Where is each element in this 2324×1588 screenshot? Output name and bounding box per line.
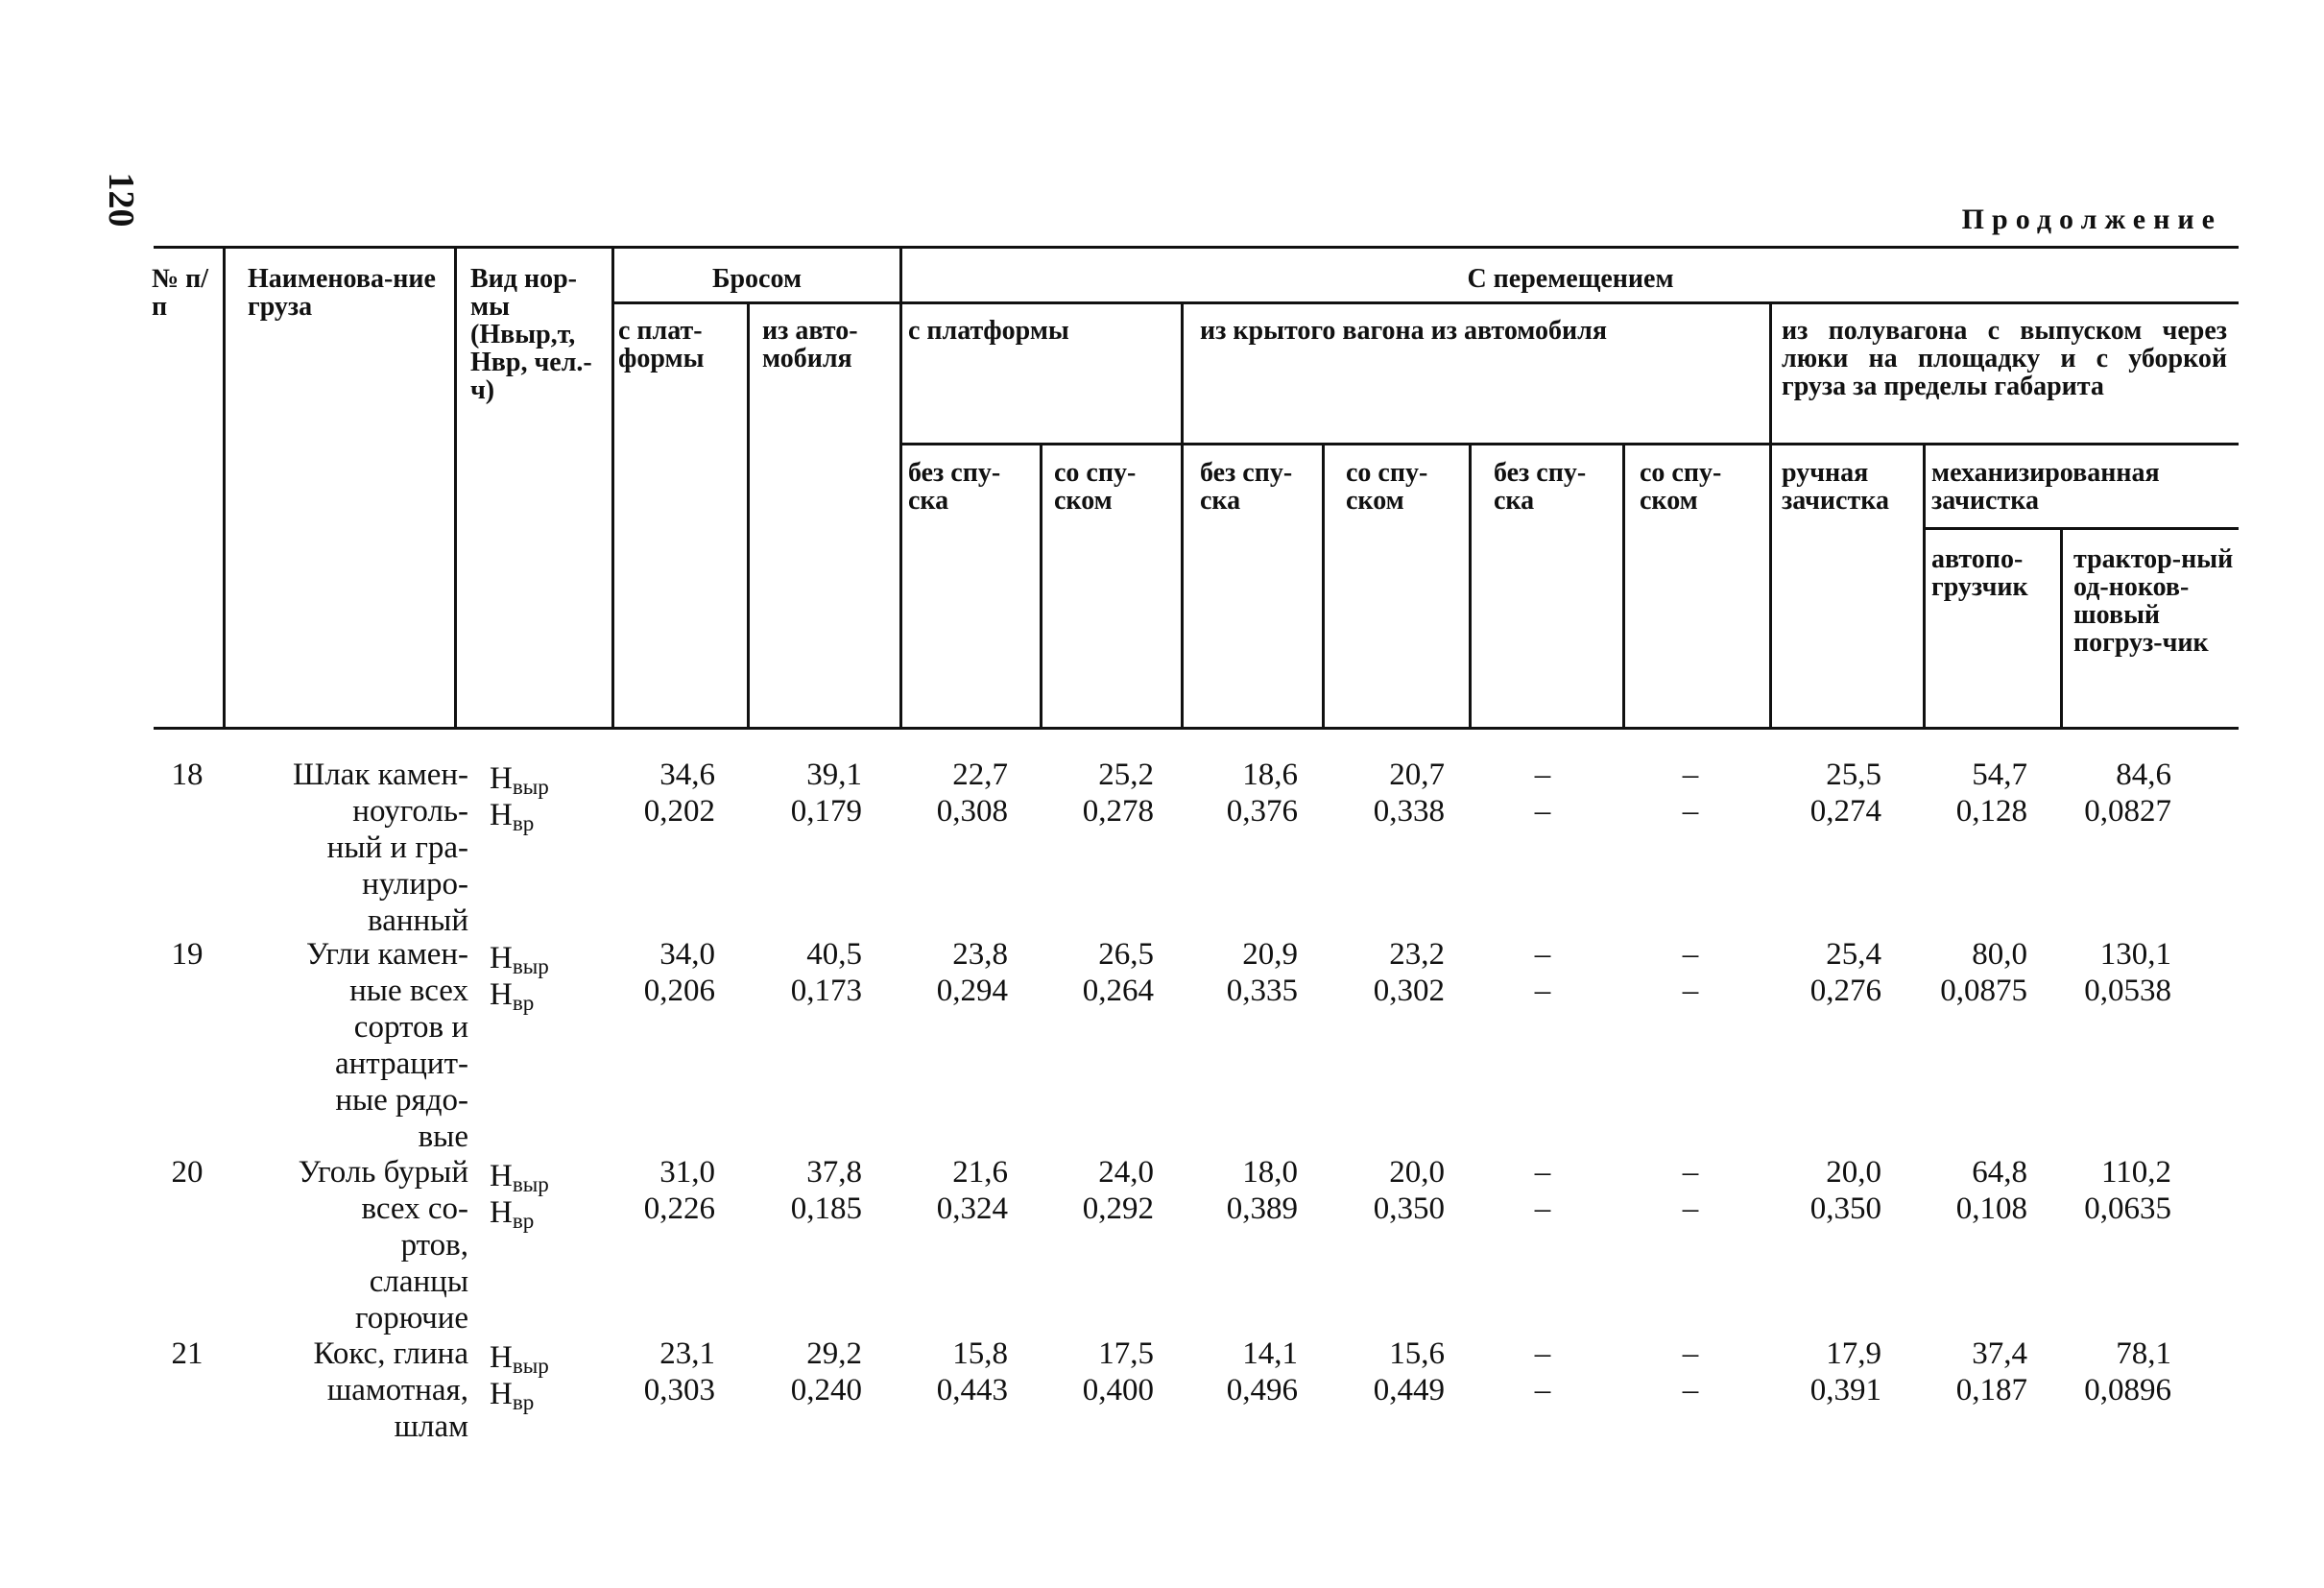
value-output: 20,0 — [1389, 1155, 1445, 1190]
value-time: 0,350 — [1809, 1191, 1881, 1226]
value-output: 25,5 — [1826, 758, 1881, 792]
value-time: 0,0875 — [1940, 974, 2027, 1008]
value-time: – — [1534, 1191, 1551, 1226]
value-time: 0,449 — [1373, 1373, 1445, 1408]
vrule-mech — [2060, 527, 2063, 727]
header-rule-3 — [1926, 527, 2239, 530]
value-time: – — [1682, 1373, 1699, 1408]
value-time: 0,0635 — [2084, 1191, 2171, 1226]
value-time: 0,338 — [1373, 794, 1445, 829]
cargo-name-lines: Кокс, глина шамотная, шлам — [313, 1336, 468, 1444]
header-name: Наименова-ние груза — [248, 264, 436, 322]
value-output: 64,8 — [1972, 1155, 2027, 1190]
header-rule-2 — [902, 443, 2239, 445]
header-norm: Вид нор-мы (Нвыр,т, Нвр, чел.-ч) — [470, 264, 592, 405]
value-output: 18,0 — [1242, 1155, 1298, 1190]
header-move-platform: с платформы — [908, 316, 1069, 346]
header-plat-no-descent: без спу-ска — [908, 458, 1001, 516]
value-time: 0,0538 — [2084, 974, 2171, 1008]
header-cov-with-descent: со спу-ском — [1346, 458, 1428, 516]
header-tractor-loader: трактор-ный од-ноков-шовый погруз-чик — [2073, 544, 2234, 658]
value-time: 0,443 — [936, 1373, 1008, 1408]
row-number: 19 — [171, 937, 204, 972]
norm-time-symbol: $Н_{вр}$ — [490, 1377, 535, 1414]
row-number: 20 — [171, 1155, 204, 1190]
value-time: 0,264 — [1082, 974, 1154, 1008]
table-top-rule — [154, 246, 2239, 249]
value-output: 37,8 — [806, 1155, 862, 1190]
page-number: 120 — [101, 172, 141, 228]
header-auto-no-descent: без спу-ска — [1494, 458, 1587, 516]
value-time: 0,302 — [1373, 974, 1445, 1008]
value-time: 0,294 — [936, 974, 1008, 1008]
header-plat-with-descent: со спу-ском — [1054, 458, 1137, 516]
value-output: 23,1 — [659, 1336, 715, 1371]
value-output: 26,5 — [1098, 937, 1154, 972]
value-output: 78,1 — [2116, 1336, 2171, 1371]
value-time: 0,278 — [1082, 794, 1154, 829]
value-time: 0,240 — [790, 1373, 862, 1408]
value-output: 80,0 — [1972, 937, 2027, 972]
vrule-cov1 — [1322, 443, 1325, 727]
header-autoloader: автопо-грузчик — [1931, 544, 2028, 602]
vrule-manual — [1923, 443, 1926, 727]
value-output: – — [1682, 937, 1699, 972]
value-time: 0,276 — [1809, 974, 1881, 1008]
value-time: – — [1682, 794, 1699, 829]
norm-time-symbol: $Н_{вр}$ — [490, 977, 535, 1015]
value-output: 34,0 — [659, 937, 715, 972]
header-rule-1 — [614, 301, 2239, 304]
value-output: 21,6 — [952, 1155, 1008, 1190]
row-number: 18 — [171, 758, 204, 792]
value-time: 0,400 — [1082, 1373, 1154, 1408]
value-output: 25,4 — [1826, 937, 1881, 972]
header-move-gondola: из полувагона с выпуском через люки на площадку и с уборкой груза за пределы габарита — [1782, 316, 2227, 401]
value-output: 29,2 — [806, 1336, 862, 1371]
cargo-name-lines: Уголь бурый всех со- ртов, сланцы горючие — [298, 1155, 468, 1335]
value-output: – — [1682, 1336, 1699, 1371]
cargo-name-lines: Угли камен- ные всех сортов и антрацит- ные рядо- вые — [305, 937, 468, 1154]
value-output: 130,1 — [2099, 937, 2171, 972]
cargo-name-lines: Шлак камен- ноуголь- ный и гра- нулиро- ванный — [292, 758, 468, 938]
vrule-plat-end — [1181, 301, 1184, 727]
value-output: 24,0 — [1098, 1155, 1154, 1190]
header-throw-platform: с плат-формы — [618, 316, 705, 373]
vrule-throw1 — [747, 301, 750, 727]
value-output: 17,9 — [1826, 1336, 1881, 1371]
value-output: 23,8 — [952, 937, 1008, 972]
header-cov-no-descent: без спу-ска — [1200, 458, 1293, 516]
value-time: 0,202 — [643, 794, 715, 829]
value-output: 84,6 — [2116, 758, 2171, 792]
header-throw: Бросом — [711, 264, 803, 294]
value-output: 23,2 — [1389, 937, 1445, 972]
value-output: 20,0 — [1826, 1155, 1881, 1190]
vrule-cov2 — [1469, 443, 1472, 727]
header-num: № п/п — [152, 264, 209, 322]
value-time: 0,179 — [790, 794, 862, 829]
norm-output-symbol: $Н_{выр}$ — [490, 1340, 549, 1378]
norm-time-symbol: $Н_{вр}$ — [490, 1195, 535, 1233]
value-output: – — [1534, 758, 1551, 792]
value-time: 0,376 — [1226, 794, 1298, 829]
value-time: 0,0827 — [2084, 794, 2171, 829]
value-time: 0,335 — [1226, 974, 1298, 1008]
value-output: 17,5 — [1098, 1336, 1154, 1371]
value-time: 0,0896 — [2084, 1373, 2171, 1408]
value-output: 20,7 — [1389, 758, 1445, 792]
value-output: 31,0 — [659, 1155, 715, 1190]
norm-output-symbol: $Н_{выр}$ — [490, 761, 549, 799]
value-time: 0,108 — [1955, 1191, 2027, 1226]
header-throw-auto: из авто-мобиля — [762, 316, 858, 373]
value-time: 0,303 — [643, 1373, 715, 1408]
header-manual-clean: ручная зачистка — [1782, 458, 1889, 516]
value-time: – — [1682, 974, 1699, 1008]
value-time: 0,206 — [643, 974, 715, 1008]
continuation-label: Продолжение — [1961, 204, 2222, 235]
value-time: – — [1682, 1191, 1699, 1226]
value-output: – — [1534, 1336, 1551, 1371]
value-time: 0,350 — [1373, 1191, 1445, 1226]
value-time: – — [1534, 974, 1551, 1008]
value-output: 18,6 — [1242, 758, 1298, 792]
value-time: 0,187 — [1955, 1373, 2027, 1408]
value-output: 25,2 — [1098, 758, 1154, 792]
header-move-covered-auto: из крытого вагона из автомобиля — [1200, 316, 1607, 346]
vrule-cov-end — [1769, 301, 1772, 727]
value-output: 37,4 — [1972, 1336, 2027, 1371]
vrule-plat-sub — [1040, 443, 1042, 727]
value-time: 0,128 — [1955, 794, 2027, 829]
header-auto-with-descent: со спу-ском — [1640, 458, 1722, 516]
value-output: – — [1682, 1155, 1699, 1190]
norm-time-symbol: $Н_{вр}$ — [490, 798, 535, 835]
value-time: 0,308 — [936, 794, 1008, 829]
value-time: 0,226 — [643, 1191, 715, 1226]
value-time: 0,185 — [790, 1191, 862, 1226]
value-time: 0,173 — [790, 974, 862, 1008]
value-time: 0,389 — [1226, 1191, 1298, 1226]
value-output: 54,7 — [1972, 758, 2027, 792]
vrule-cov3 — [1622, 443, 1625, 727]
value-time: 0,324 — [936, 1191, 1008, 1226]
value-time: 0,292 — [1082, 1191, 1154, 1226]
value-output: 20,9 — [1242, 937, 1298, 972]
vrule-name — [454, 246, 457, 727]
value-output: – — [1534, 937, 1551, 972]
value-time: – — [1534, 794, 1551, 829]
vrule-throw2 — [899, 246, 902, 727]
vrule-num — [223, 246, 226, 727]
value-time: 0,391 — [1809, 1373, 1881, 1408]
value-output: 39,1 — [806, 758, 862, 792]
row-number: 21 — [171, 1336, 204, 1371]
value-output: 14,1 — [1242, 1336, 1298, 1371]
value-output: 22,7 — [952, 758, 1008, 792]
value-time: 0,274 — [1809, 794, 1881, 829]
header-mech-clean: механизированная зачистка — [1931, 458, 2160, 516]
norm-output-symbol: $Н_{выр}$ — [490, 1159, 549, 1196]
value-output: 110,2 — [2100, 1155, 2171, 1190]
header-bottom-rule — [154, 727, 2239, 730]
value-output: 15,8 — [952, 1336, 1008, 1371]
header-move: С перемещением — [1467, 264, 1674, 294]
value-output: 15,6 — [1389, 1336, 1445, 1371]
value-time: 0,496 — [1226, 1373, 1298, 1408]
value-output: – — [1682, 758, 1699, 792]
value-time: – — [1534, 1373, 1551, 1408]
value-output: – — [1534, 1155, 1551, 1190]
norm-output-symbol: $Н_{выр}$ — [490, 941, 549, 978]
value-output: 40,5 — [806, 937, 862, 972]
value-output: 34,6 — [659, 758, 715, 792]
